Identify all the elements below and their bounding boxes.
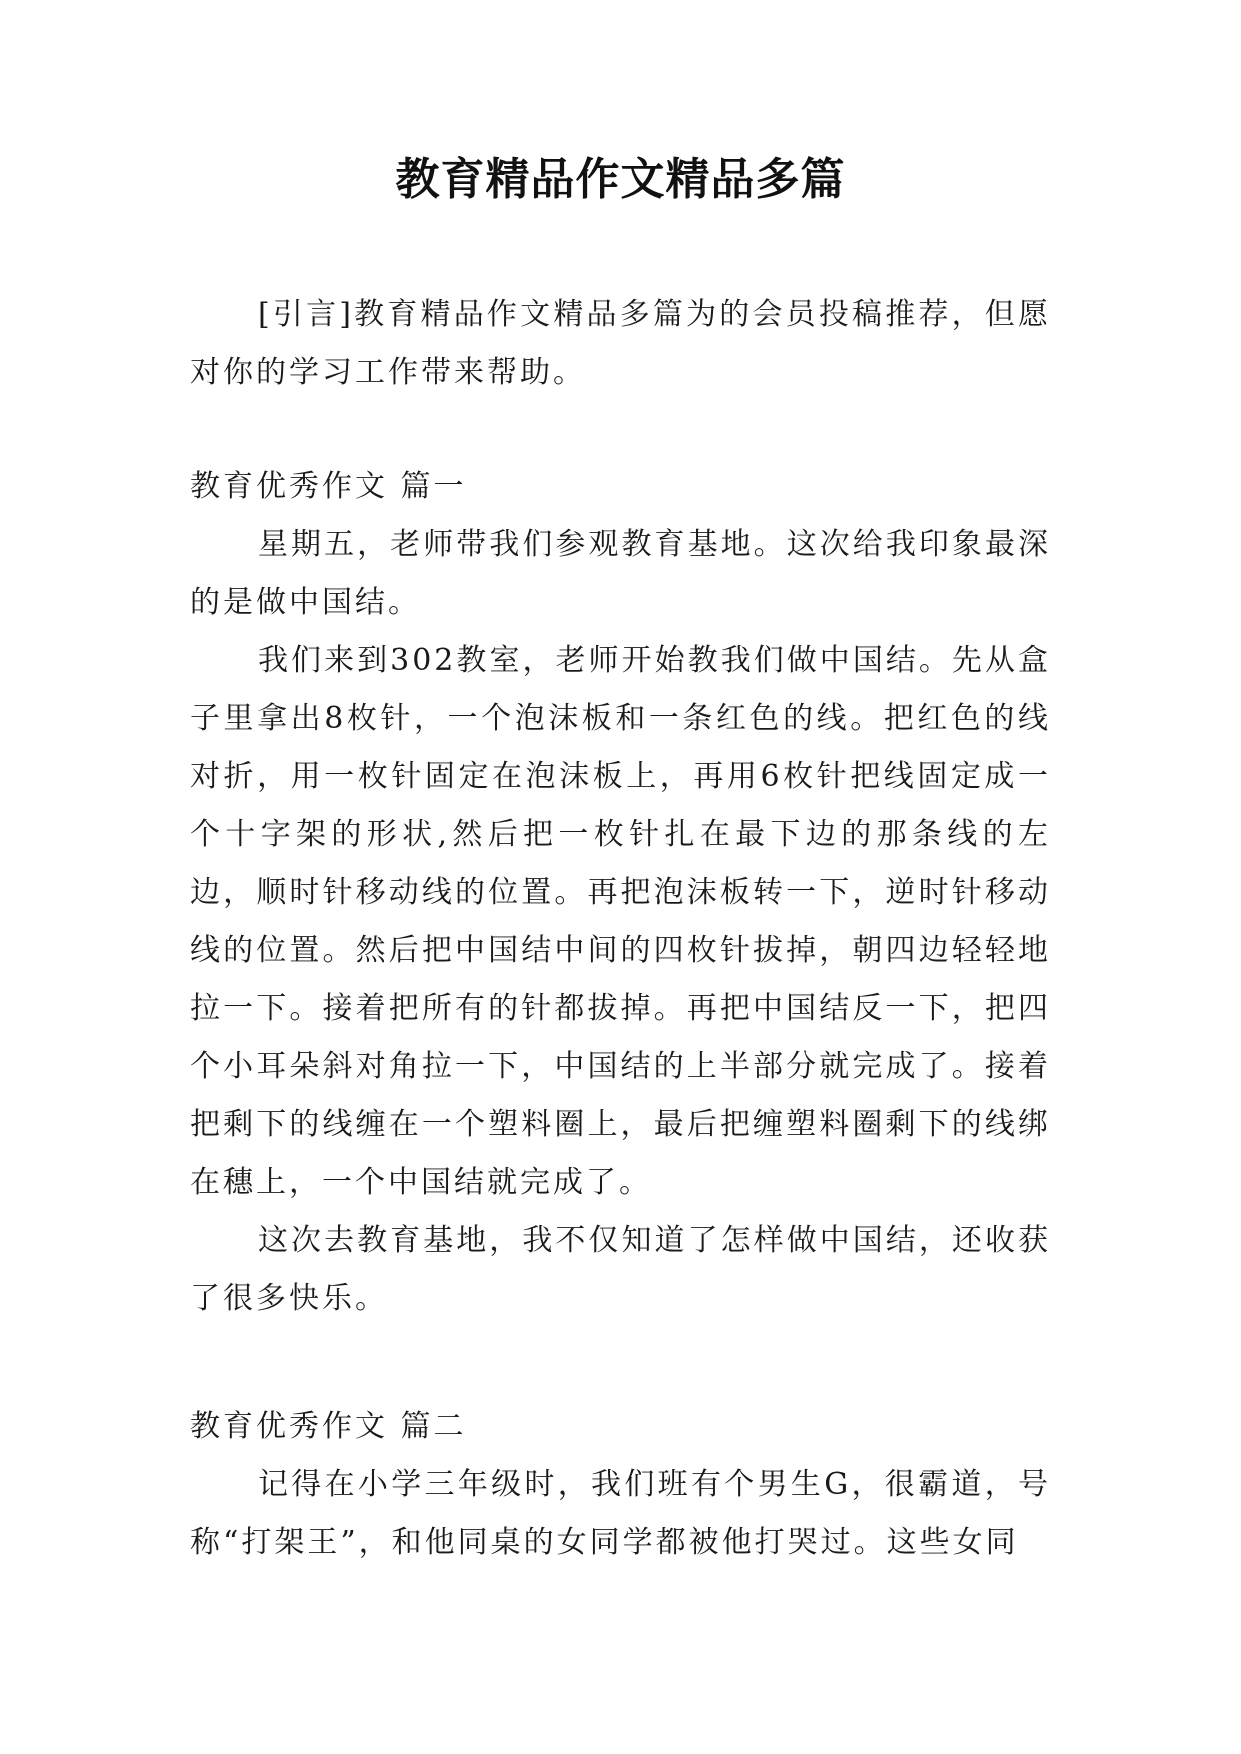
section-one [190,458,1051,1328]
paragraph: 星期五，老师带我们参观教育基地。这次给我印象最深的是做中国结。 [190,527,1051,620]
paragraph: 这次去教育基地，我不仅知道了怎样做中国结，还收获了很多快乐。 [190,1223,1051,1316]
paragraph: 记得在小学三年级时，我们班有个男生G，很霸道，号称“打架王”，和他同桌的女同学都被他打哭过。这些女同 [190,1467,1051,1560]
document-title: 教育精品作文精品多篇 [395,154,846,205]
section-heading: 教育优秀作文 篇二 [190,1409,467,1444]
intro-block [190,286,1051,402]
section-two [190,1398,1051,1572]
intro-paragraph: [引言]教育精品作文精品多篇为的会员投稿推荐，但愿对你的学习工作带来帮助。 [190,297,1051,390]
paragraph: 我们来到302教室，老师开始教我们做中国结。先从盒子里拿出8枚针，一个泡沫板和一条红色的线。把红色的线对折，用一枚针固定在泡沫板上，再用6枚针把线固定成一个十字架的形状,然后把一枚针扎在最下边的那条线的左边，顺时针移动线的位置。再把泡沫板转一下，逆时针移动线的位置。然后把中国结中间的四枚针拔掉，朝四边轻轻地拉一下。接着把所有的针都拔掉。再把中国结反一下，把四个小耳朵斜对角拉一下，中国结的上半部分就完成了。接着把剩下的线缠在一个塑料圈上，最后把缠塑料圈剩下的线绑在穗上，一个中国结就完成了。 [190,643,1051,1200]
section-heading: 教育优秀作文 篇一 [190,469,467,504]
